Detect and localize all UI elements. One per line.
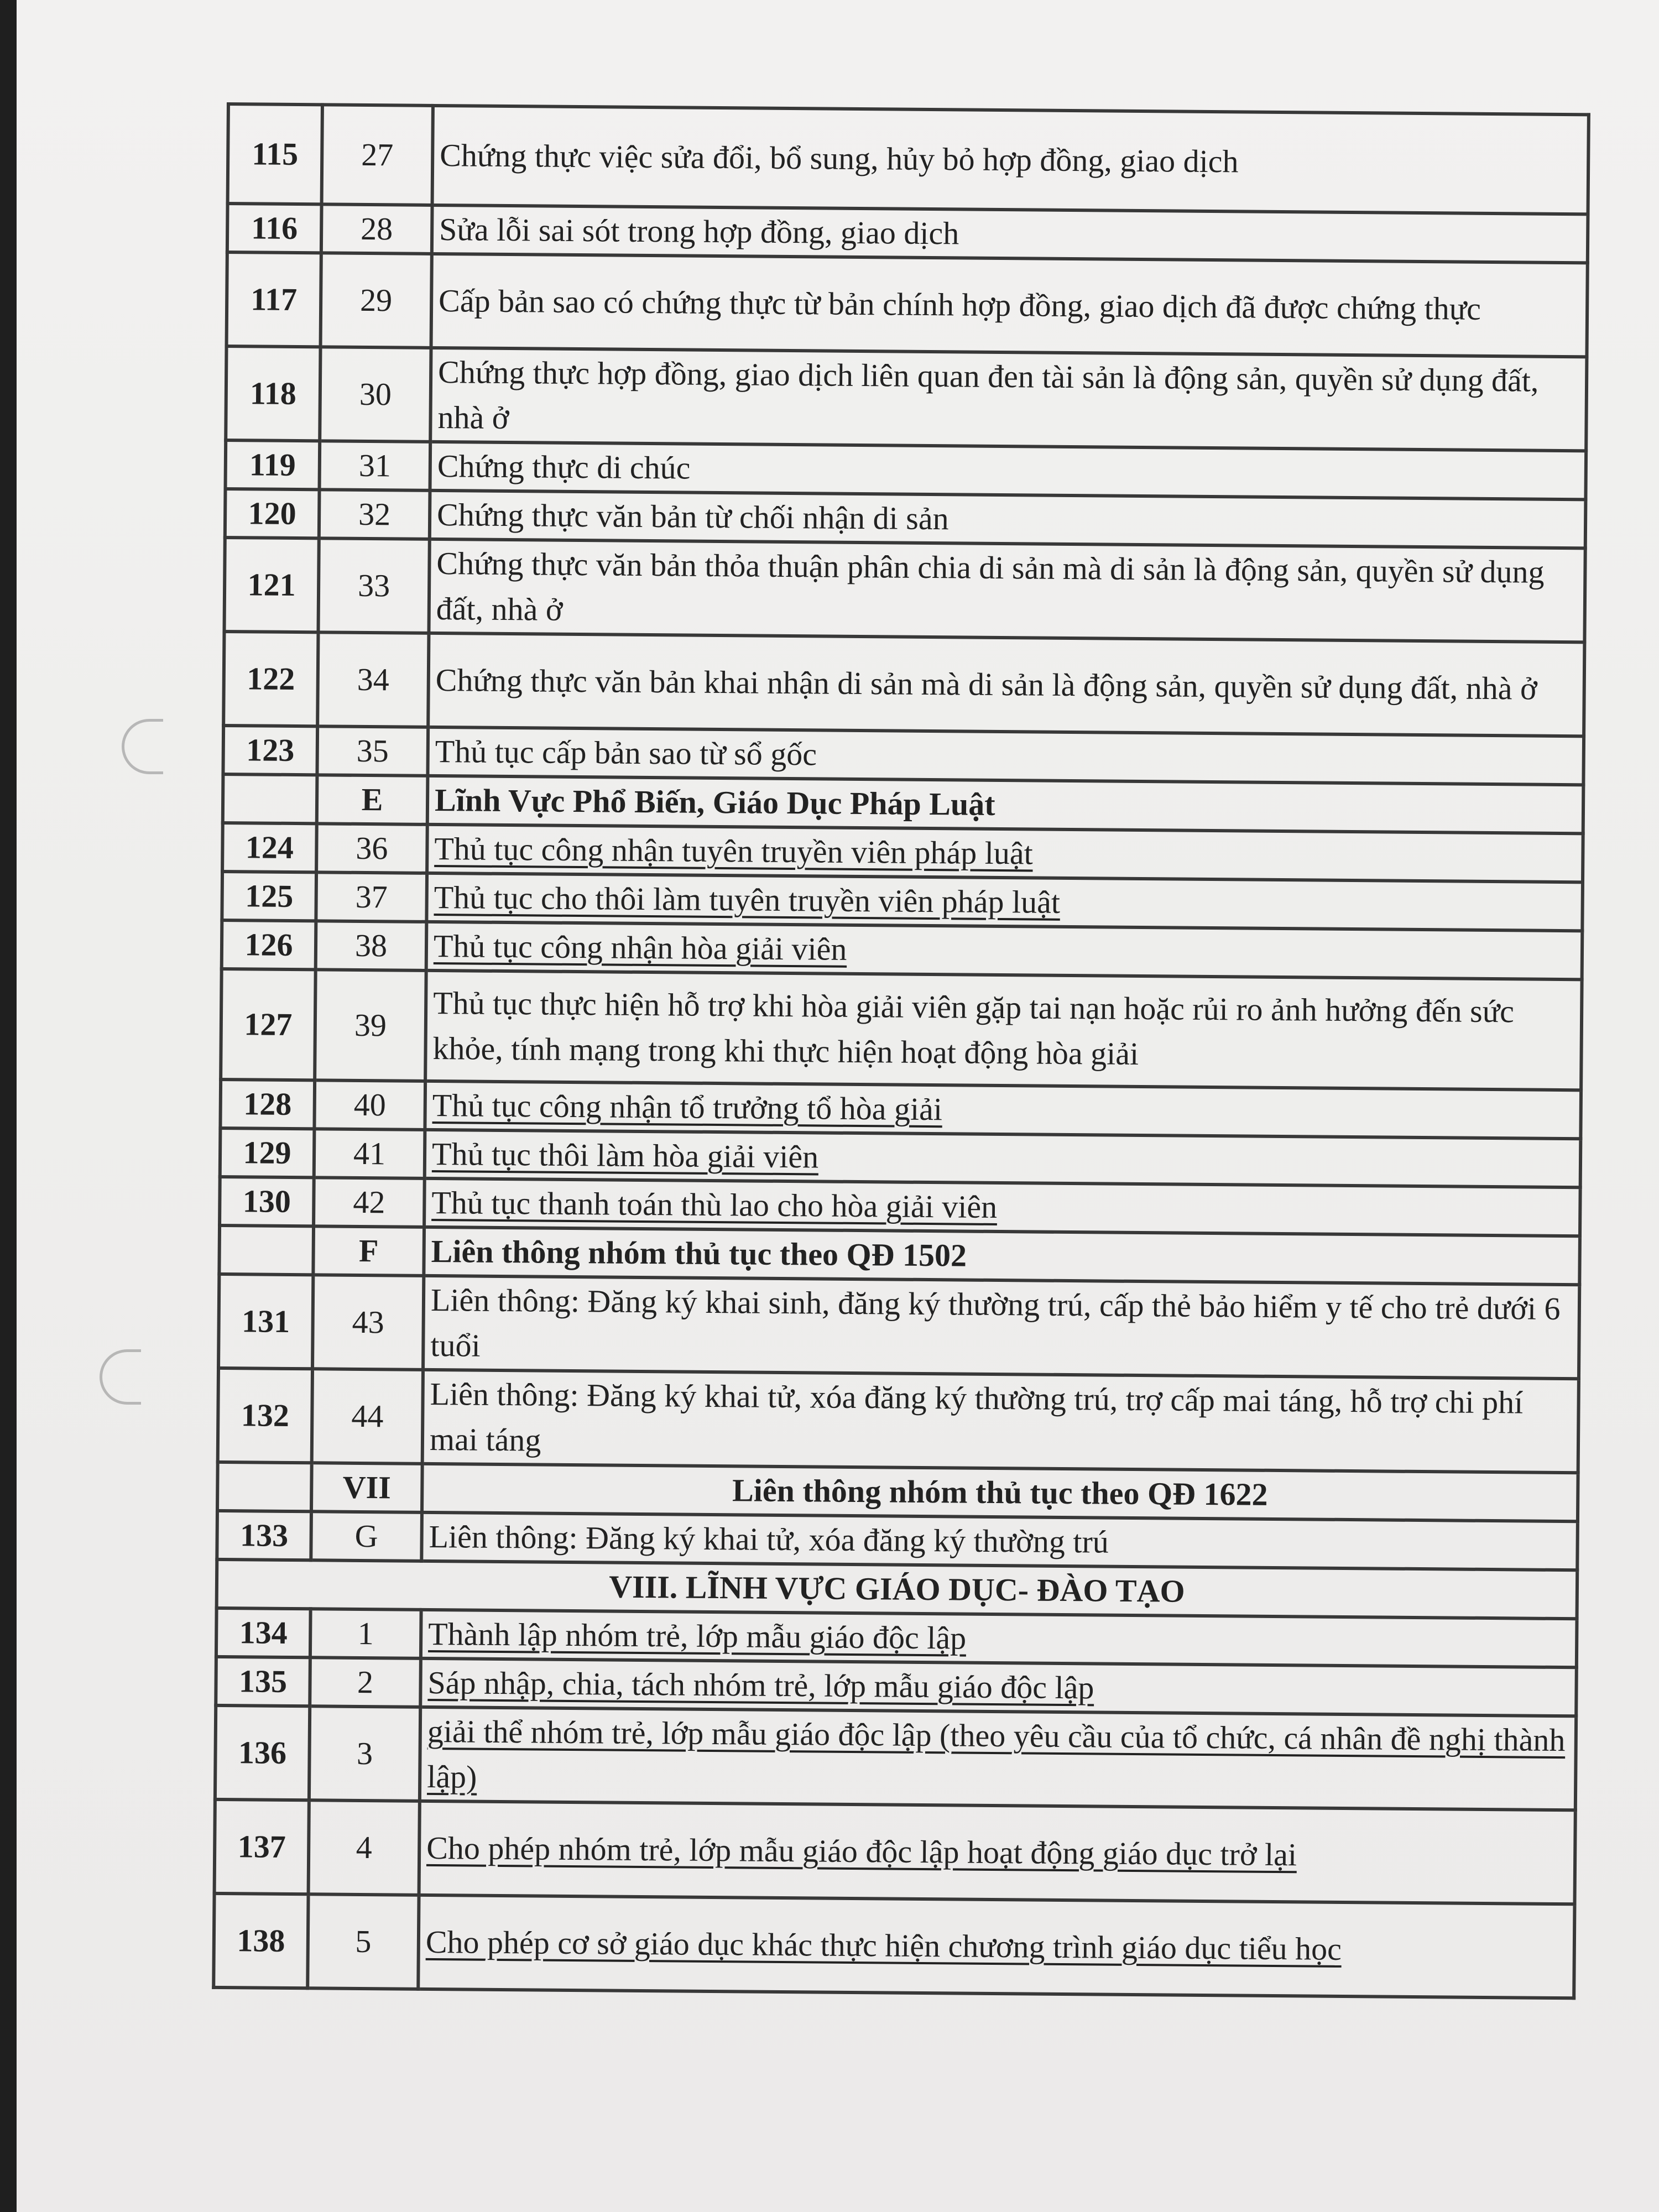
table-row <box>218 1368 1579 1473</box>
row-sub-number: 40 <box>314 1080 425 1130</box>
procedure-text: Liên thông nhóm thủ tục theo QĐ 1622 <box>732 1472 1268 1512</box>
row-sub-number: 32 <box>319 489 430 539</box>
table-row <box>226 346 1587 451</box>
binder-hole-mark-top <box>122 719 163 774</box>
procedure-text: Chứng thực việc sửa đổi, bổ sung, hủy bỏ hợp đồng, giao dịch <box>440 137 1239 180</box>
row-procedure-text <box>421 1512 1578 1570</box>
row-serial-number: 120 <box>225 489 320 538</box>
row-serial-number: 131 <box>218 1274 313 1369</box>
row-procedure-text <box>424 1178 1580 1236</box>
row-sub-number: 29 <box>321 253 432 348</box>
row-sub-number: F <box>313 1226 424 1276</box>
row-serial-number: 117 <box>227 252 321 347</box>
row-procedure-text <box>426 922 1583 979</box>
procedure-text: Liên thông: Đăng ký khai sinh, đăng ký thường trú, cấp thẻ bảo hiểm y tế cho trẻ dưới 6 tuổi <box>430 1281 1561 1364</box>
procedure-table-body <box>213 104 1589 1998</box>
procedure-text: Chứng thực văn bản thỏa thuận phân chia di sản mà di sản là động sản, quyền sử dụng đất, nhà ở <box>436 545 1545 628</box>
row-procedure-text <box>422 1464 1578 1521</box>
procedure-table-wrapper <box>211 102 1587 2131</box>
row-serial-number: 133 <box>217 1511 311 1560</box>
row-procedure-text <box>428 633 1584 736</box>
table-row <box>215 1799 1575 1904</box>
row-procedure-text <box>432 205 1588 263</box>
row-serial-number: 138 <box>213 1893 308 1988</box>
row-serial-number: 125 <box>222 872 316 921</box>
table-row <box>228 104 1589 214</box>
row-sub-number: 33 <box>318 538 429 633</box>
binder-hole-mark-bottom <box>100 1349 141 1405</box>
row-sub-number: 44 <box>312 1369 423 1464</box>
row-sub-number: 43 <box>312 1275 424 1370</box>
procedure-text: Thành lập nhóm trẻ, lớp mẫu giáo độc lập <box>428 1615 967 1656</box>
row-procedure-text <box>425 1081 1581 1139</box>
paper-page <box>17 0 1659 2212</box>
row-sub-number: VII <box>311 1463 422 1512</box>
row-procedure-text <box>430 348 1587 451</box>
row-serial-number: 137 <box>215 1799 309 1894</box>
row-procedure-text <box>426 873 1583 931</box>
procedure-text: Chứng thực hợp đồng, giao dịch liên quan đen tài sản là động sản, quyền sử dụng đất, nhà ở <box>437 354 1539 436</box>
row-serial-number: 121 <box>224 538 319 632</box>
row-procedure-text <box>430 442 1586 499</box>
table-row <box>227 252 1588 357</box>
table-row <box>221 969 1582 1090</box>
section-header-cell: VIII. LĨNH VỰC GIÁO DỤC- ĐÀO TẠO <box>217 1559 1578 1619</box>
row-serial-number: 122 <box>223 632 318 726</box>
row-procedure-text <box>427 825 1583 882</box>
procedure-text: Cho phép cơ sở giáo dục khác thực hiện chương trình giáo dục tiểu học <box>425 1923 1342 1967</box>
row-serial-number: 136 <box>215 1705 310 1800</box>
procedure-text: Chứng thực di chúc <box>437 448 691 486</box>
row-sub-number: 27 <box>322 105 433 205</box>
row-sub-number: 36 <box>316 823 427 873</box>
row-procedure-text <box>422 1370 1579 1473</box>
row-serial-number <box>219 1225 314 1275</box>
procedure-text: Liên thông nhóm thủ tục theo QĐ 1502 <box>431 1233 967 1274</box>
row-procedure-text <box>425 1130 1581 1187</box>
row-serial-number: 124 <box>222 823 317 872</box>
row-serial-number <box>217 1462 312 1511</box>
row-sub-number: 34 <box>317 632 429 727</box>
row-procedure-text <box>419 1801 1575 1904</box>
row-sub-number: 1 <box>310 1609 421 1658</box>
procedure-text: Lĩnh Vực Phổ Biến, Giáo Dục Pháp Luật <box>434 781 995 822</box>
row-sub-number: 41 <box>314 1129 425 1178</box>
procedure-text: Thủ tục công nhận tuyên truyền viên pháp luật <box>434 830 1034 872</box>
procedure-text: Thủ tục cấp bản sao từ sổ gốc <box>435 733 817 773</box>
procedure-text: giải thể nhóm trẻ, lớp mẫu giáo độc lập (theo yêu cầu của tổ chức, cá nhân đề nghị thành lập) <box>426 1713 1566 1795</box>
row-procedure-text <box>427 727 1584 785</box>
row-sub-number: 5 <box>307 1894 419 1989</box>
procedure-text: Chứng thực văn bản khai nhận di sản mà di sản là động sản, quyền sử dụng đất, nhà ở <box>435 662 1537 707</box>
procedure-text: Cấp bản sao có chứng thực từ bản chính hợp đồng, giao dịch đã được chứng thực <box>438 283 1481 327</box>
procedure-text: Cho phép nhóm trẻ, lớp mẫu giáo độc lập hoạt động giáo dục trở lại <box>426 1829 1297 1873</box>
row-sub-number: 3 <box>309 1706 420 1801</box>
row-serial-number: 118 <box>226 346 320 441</box>
procedure-text: Thủ tục công nhận tổ trưởng tổ hòa giải <box>432 1087 943 1128</box>
procedure-text: Thủ tục thanh toán thù lao cho hòa giải viên <box>431 1184 998 1225</box>
row-procedure-text <box>425 971 1582 1090</box>
row-sub-number: 4 <box>309 1800 420 1895</box>
row-sub-number: 42 <box>314 1177 425 1227</box>
row-sub-number: 31 <box>320 441 431 491</box>
row-sub-number: 37 <box>316 872 427 922</box>
row-procedure-text <box>427 776 1584 833</box>
row-serial-number: 126 <box>222 920 316 969</box>
row-sub-number: E <box>317 775 428 825</box>
procedure-text: Liên thông: Đăng ký khai tử, xóa đăng ký thường trú, trợ cấp mai táng, hỗ trợ chi phí mai táng <box>429 1375 1524 1458</box>
row-serial-number: 127 <box>221 969 316 1080</box>
row-procedure-text <box>432 106 1589 214</box>
row-serial-number: 128 <box>220 1079 315 1129</box>
row-sub-number: 35 <box>317 726 428 776</box>
row-sub-number: 28 <box>321 204 432 254</box>
row-sub-number: 39 <box>315 969 426 1081</box>
procedure-text: Thủ tục thôi làm hòa giải viên <box>431 1135 819 1175</box>
row-serial-number: 135 <box>216 1657 310 1706</box>
procedure-table <box>212 102 1590 2000</box>
table-row <box>218 1274 1579 1379</box>
row-sub-number: 30 <box>320 347 431 442</box>
procedure-text: Thủ tục thực hiện hỗ trợ khi hòa giải viên gặp tai nạn hoặc rủi ro ảnh hưởng đến sức khỏe, tính mạng trong khi thực hiện hoạt động hòa giải <box>432 984 1515 1072</box>
row-serial-number: 115 <box>228 104 322 204</box>
row-procedure-text <box>424 1227 1580 1285</box>
row-serial-number: 119 <box>226 440 320 489</box>
row-procedure-text <box>420 1707 1576 1810</box>
row-sub-number: 38 <box>316 921 427 971</box>
row-serial-number: 132 <box>218 1368 312 1463</box>
row-sub-number: G <box>311 1511 422 1561</box>
procedure-text: Sửa lỗi sai sót trong hợp đồng, giao dịch <box>439 211 959 252</box>
row-serial-number: 116 <box>227 204 322 253</box>
row-procedure-text <box>423 1276 1579 1379</box>
row-procedure-text <box>420 1658 1577 1716</box>
row-serial-number: 134 <box>216 1608 311 1657</box>
row-procedure-text <box>431 254 1588 357</box>
procedure-text: Sáp nhập, chia, tách nhóm trẻ, lớp mẫu giáo độc lập <box>427 1664 1094 1706</box>
row-serial-number: 130 <box>220 1177 314 1226</box>
row-procedure-text <box>418 1895 1574 1998</box>
row-sub-number: 2 <box>310 1657 421 1707</box>
row-procedure-text <box>421 1610 1577 1667</box>
procedure-text: Thủ tục cho thôi làm tuyên truyền viên pháp luật <box>434 879 1061 920</box>
row-serial-number <box>223 774 317 823</box>
procedure-text: Chứng thực văn bản từ chối nhận di sản <box>436 497 949 537</box>
table-row <box>213 1893 1574 1998</box>
procedure-text: Thủ tục công nhận hòa giải viên <box>433 927 847 967</box>
row-serial-number: 123 <box>223 726 317 775</box>
procedure-text: Liên thông: Đăng ký khai tử, xóa đăng ký thường trú <box>429 1518 1109 1560</box>
table-row <box>224 538 1585 642</box>
table-row <box>215 1705 1576 1810</box>
table-row <box>223 632 1584 736</box>
row-procedure-text <box>429 539 1585 642</box>
row-procedure-text <box>430 491 1586 548</box>
row-serial-number: 129 <box>220 1128 315 1177</box>
